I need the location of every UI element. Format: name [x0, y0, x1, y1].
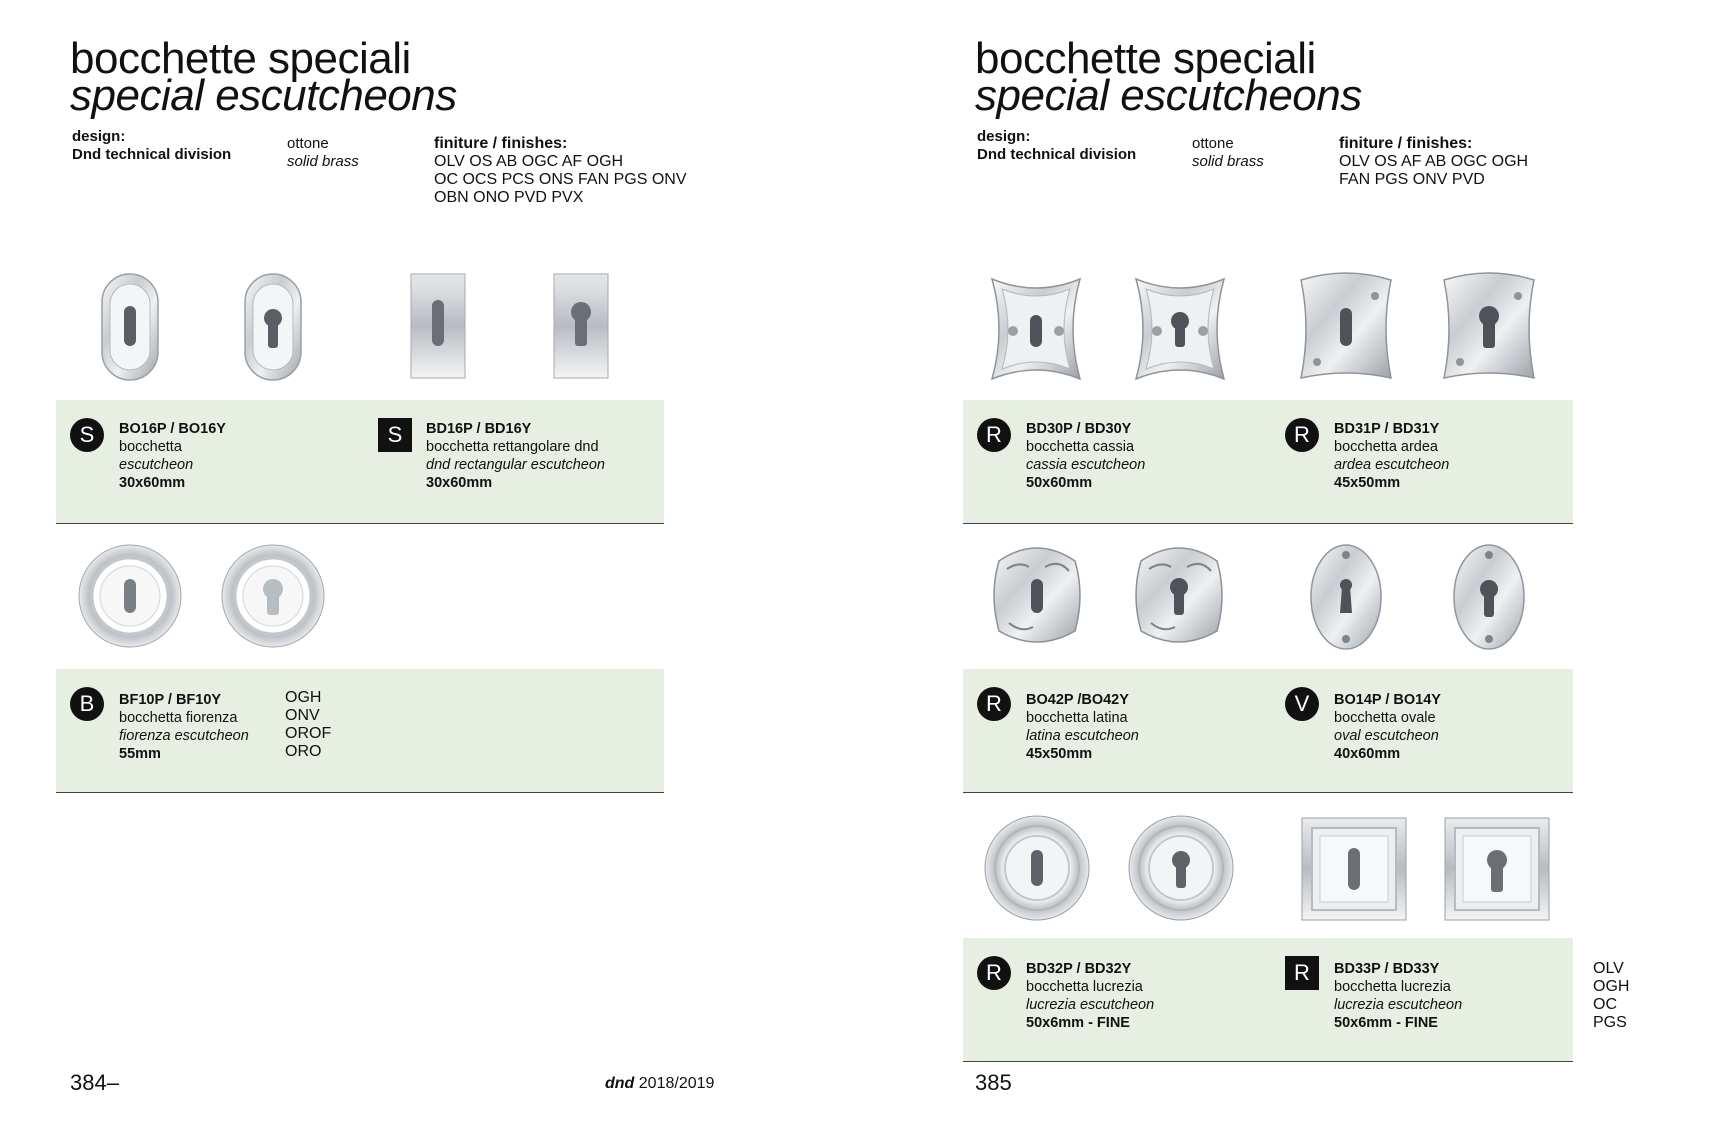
- product-entry-bf10: [119, 691, 249, 763]
- finishes-info: [1339, 135, 1528, 189]
- escutcheon-lucrezia-square-euro-image: [1443, 816, 1551, 922]
- product-name-english: escutcheon: [119, 457, 194, 473]
- escutcheon-cassia-slot-image: [988, 275, 1084, 383]
- product-name-italian: bocchetta ovale: [1334, 710, 1436, 726]
- escutcheon-ovale-slot-image: [1309, 543, 1383, 651]
- design-label: design:: [977, 128, 1031, 145]
- product-code: BD33P / BD33Y: [1334, 961, 1440, 977]
- badge-r-icon: R: [977, 956, 1011, 990]
- product-entry-bo16: [119, 420, 226, 492]
- product-name-italian: bocchetta ardea: [1334, 439, 1438, 455]
- escutcheon-lucrezia-square-slot-image: [1300, 816, 1408, 922]
- design-value: Dnd technical division: [72, 146, 232, 163]
- product-entry-bd16: [426, 420, 605, 492]
- title-italian: bocchette speciali: [975, 34, 1316, 83]
- escutcheon-cassia-euro-image: [1132, 275, 1228, 383]
- material-english: solid brass: [1192, 153, 1264, 170]
- escutcheon-oval-slot-image: [100, 272, 162, 384]
- badge-r-icon: R: [977, 687, 1011, 721]
- left-page: [0, 0, 858, 1125]
- finish-code: ONV: [285, 707, 320, 724]
- title-italian: bocchette speciali: [70, 34, 411, 83]
- product-name-english: lucrezia escutcheon: [1026, 997, 1155, 1013]
- title-english: special escutcheons: [975, 71, 1362, 120]
- material-italian: ottone: [287, 135, 329, 152]
- badge-r-square-icon: R: [1285, 956, 1319, 990]
- design-info: [977, 128, 1136, 164]
- escutcheon-lucrezia-round-euro-image: [1126, 814, 1236, 922]
- product-name-italian: bocchetta: [119, 439, 182, 455]
- product-name-english: dnd rectangular escutcheon: [426, 457, 605, 473]
- product-code: BD16P / BD16Y: [426, 421, 532, 437]
- escutcheon-lucrezia-round-slot-image: [982, 814, 1092, 922]
- product-size: 50x6mm - FINE: [1026, 1015, 1130, 1031]
- right-page: [858, 0, 1717, 1125]
- product-band: [963, 669, 1573, 793]
- escutcheon-rect-slot-image: [409, 272, 469, 382]
- product-size: 30x60mm: [426, 475, 493, 491]
- product-code: BO16P / BO16Y: [119, 421, 226, 437]
- product-name-italian: bocchetta rettangolare dnd: [426, 439, 599, 455]
- material-italian: ottone: [1192, 135, 1234, 152]
- finishes-line: OLV OS AB OGC AF OGH: [434, 153, 624, 170]
- finishes-label: finiture / finishes:: [1339, 135, 1473, 152]
- finishes-line: OLV OS AF AB OGC OGH: [1339, 153, 1529, 170]
- material-info: [1192, 135, 1264, 171]
- product-entry-bd31: [1334, 420, 1449, 492]
- finish-code: OGH: [1593, 978, 1630, 995]
- product-code: BD30P / BD30Y: [1026, 421, 1132, 437]
- badge-s-square-icon: S: [378, 418, 412, 452]
- escutcheon-rect-euro-image: [552, 272, 612, 382]
- product-size: 50x60mm: [1026, 475, 1093, 491]
- product-entry-bo42: [1026, 691, 1139, 763]
- product-band: [56, 669, 664, 793]
- product-code: BD31P / BD31Y: [1334, 421, 1440, 437]
- brand-logo: dnd: [605, 1075, 635, 1092]
- product-code: BO14P / BO14Y: [1334, 692, 1441, 708]
- badge-s-icon: S: [70, 418, 104, 452]
- escutcheon-ardea-euro-image: [1438, 272, 1540, 384]
- product-size: 45x50mm: [1026, 746, 1093, 762]
- product-name-italian: bocchetta lucrezia: [1026, 979, 1143, 995]
- product-code: BD32P / BD32Y: [1026, 961, 1132, 977]
- finish-code: OC: [1593, 996, 1617, 1013]
- material-english: solid brass: [287, 153, 359, 170]
- finishes-info: [434, 135, 687, 207]
- catalog-footer: [605, 1075, 714, 1093]
- escutcheon-ovale-euro-image: [1452, 543, 1526, 651]
- escutcheon-ardea-slot-image: [1295, 272, 1397, 384]
- material-info: [287, 135, 359, 171]
- product-name-english: lucrezia escutcheon: [1334, 997, 1463, 1013]
- finishes-line: OC OCS PCS ONS FAN PGS ONV: [434, 171, 687, 188]
- finish-code: OLV: [1593, 960, 1624, 977]
- product-band: [963, 400, 1573, 524]
- finishes-line: FAN PGS ONV PVD: [1339, 171, 1485, 188]
- escutcheon-latina-slot-image: [989, 543, 1085, 647]
- badge-b-icon: B: [70, 687, 104, 721]
- design-value: Dnd technical division: [977, 146, 1137, 163]
- product-size: 30x60mm: [119, 475, 186, 491]
- product-size: 55mm: [119, 746, 161, 762]
- product-band: [56, 400, 664, 524]
- product-size: 45x50mm: [1334, 475, 1401, 491]
- finishes-line: OBN ONO PVD PVX: [434, 189, 584, 206]
- product-name-english: oval escutcheon: [1334, 728, 1439, 744]
- product-name-english: ardea escutcheon: [1334, 457, 1450, 473]
- finish-code: ORO: [285, 743, 322, 760]
- product-name-english: fiorenza escutcheon: [119, 728, 249, 744]
- design-label: design:: [72, 128, 126, 145]
- finish-code: OROF: [285, 725, 332, 742]
- catalog-year: 2018/2019: [638, 1075, 715, 1092]
- product-name-english: cassia escutcheon: [1026, 457, 1146, 473]
- product-size: 40x60mm: [1334, 746, 1401, 762]
- product-name-italian: bocchetta latina: [1026, 710, 1128, 726]
- special-finishes-list: [1593, 960, 1629, 1032]
- finish-code: OGH: [285, 689, 322, 706]
- finishes-label: finiture / finishes:: [434, 135, 568, 152]
- design-info: [72, 128, 231, 164]
- product-entry-bd32: [1026, 960, 1154, 1032]
- product-entry-bd30: [1026, 420, 1145, 492]
- page-number-left: 384–: [70, 1070, 119, 1095]
- special-finishes-list: [285, 689, 331, 761]
- product-name-italian: bocchetta cassia: [1026, 439, 1135, 455]
- product-entry-bo14: [1334, 691, 1441, 763]
- title-english: special escutcheons: [70, 71, 457, 120]
- product-size: 50x6mm - FINE: [1334, 1015, 1438, 1031]
- product-name-italian: bocchetta fiorenza: [119, 710, 238, 726]
- product-code: BO42P /BO42Y: [1026, 692, 1129, 708]
- product-band: [963, 938, 1573, 1062]
- product-name-english: latina escutcheon: [1026, 728, 1139, 744]
- badge-v-icon: V: [1285, 687, 1319, 721]
- escutcheon-round-slot-image: [77, 543, 183, 649]
- escutcheon-round-euro-image: [220, 543, 326, 649]
- page-number-right: 385: [975, 1070, 1012, 1095]
- product-code: BF10P / BF10Y: [119, 692, 222, 708]
- product-name-italian: bocchetta lucrezia: [1334, 979, 1451, 995]
- escutcheon-oval-euro-image: [243, 272, 305, 384]
- product-entry-bd33: [1334, 960, 1462, 1032]
- badge-r-icon: R: [977, 418, 1011, 452]
- page-title-right: [975, 34, 1362, 120]
- badge-r-icon: R: [1285, 418, 1319, 452]
- page-title-left: [70, 34, 457, 120]
- finish-code: PGS: [1593, 1014, 1627, 1031]
- escutcheon-latina-euro-image: [1131, 543, 1227, 647]
